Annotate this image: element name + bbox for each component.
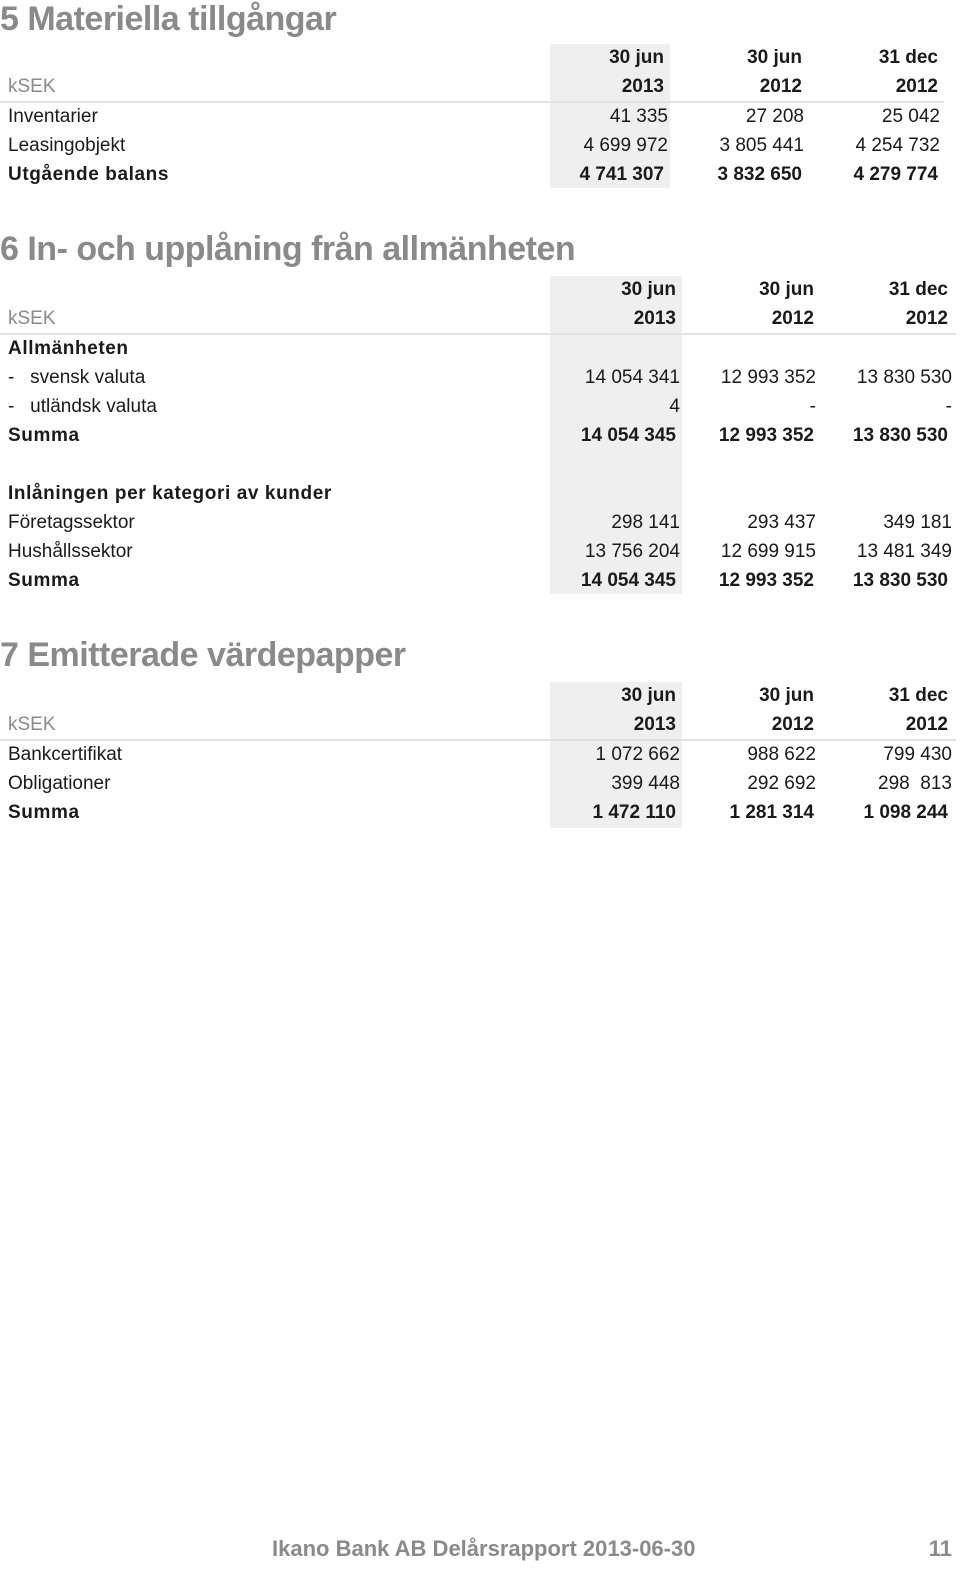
value-cell: 12 993 352 [718,425,814,446]
value-cell: 349 181 [883,512,952,533]
table-row [0,132,944,160]
header-cell: 30 jun [759,685,814,706]
value-cell: 25 042 [881,106,940,127]
header-cell: 30 jun [621,279,676,300]
value-cell: 4 279 774 [853,164,938,185]
row-label: - utländsk valuta [8,396,157,417]
row-label: Summa [8,802,80,823]
row-label: Inventarier [8,106,98,127]
unit-label: kSEK [8,714,56,735]
value-cell: 14 054 345 [580,570,676,591]
section-title: 6 In- och upplåning från allmänheten [0,230,576,268]
row-label: Summa [8,425,80,446]
row-label: Utgående balans [8,164,170,185]
value-cell: 298 813 [878,773,952,794]
value-cell: 4 [669,396,680,417]
header-cell: 2012 [771,714,814,735]
value-cell: 13 830 530 [852,570,948,591]
table-row [0,770,956,798]
row-label: Summa [8,570,80,591]
value-cell: 14 054 345 [580,425,676,446]
value-cell: 293 437 [747,512,816,533]
row-label: Företagssektor [8,512,135,533]
header-row-month [0,44,944,72]
group-label: Inlåningen per kategori av kunder [8,483,332,504]
header-row-year [0,711,956,739]
header-cell: 30 jun [759,279,814,300]
value-cell: 12 993 352 [718,570,814,591]
header-row-month [0,682,956,710]
value-cell: 3 805 441 [719,135,804,156]
value-cell: 1 098 244 [863,802,948,823]
total-row [0,422,956,450]
header-cell: 30 jun [621,685,676,706]
header-row-year [0,73,944,101]
total-row [0,161,944,189]
value-cell: 799 430 [883,744,952,765]
row-label: - svensk valuta [8,367,146,388]
total-row [0,567,956,595]
report-title: Ikano Bank AB Delårsrapport 2013-06-30 [272,1536,696,1561]
unit-label: kSEK [8,308,56,329]
value-cell: - [809,396,816,417]
value-cell: 12 699 915 [720,541,816,562]
value-cell: 13 756 204 [584,541,680,562]
header-cell: 2012 [905,308,948,329]
unit-label: kSEK [8,76,56,97]
header-cell: 31 dec [888,685,948,706]
value-cell: 13 830 530 [856,367,952,388]
group-heading [0,480,956,508]
value-cell: 41 335 [609,106,668,127]
value-cell: 399 448 [611,773,680,794]
page-number: 11 [928,1536,952,1561]
page-footer [0,1536,960,1568]
table-row [0,393,956,421]
table-row [0,103,944,131]
header-cell: 2013 [633,308,676,329]
value-cell: 14 054 341 [584,367,680,388]
header-cell: 31 dec [878,47,938,68]
header-cell: 2013 [621,76,664,97]
header-cell: 2012 [905,714,948,735]
value-cell: 4 699 972 [583,135,668,156]
header-cell: 30 jun [609,47,664,68]
header-cell: 2012 [895,76,938,97]
total-row [0,799,956,827]
row-label: Leasingobjekt [8,135,126,156]
header-cell: 31 dec [888,279,948,300]
row-label: Bankcertifikat [8,744,123,765]
header-cell: 2012 [759,76,802,97]
section-title: 5 Materiella tillgångar [0,0,337,38]
section-title: 7 Emitterade värdepapper [0,636,406,674]
group-label: Allmänheten [8,338,129,359]
value-cell: 988 622 [747,744,816,765]
value-cell: 12 993 352 [720,367,816,388]
value-cell: - [945,396,952,417]
value-cell: 1 281 314 [729,802,814,823]
value-cell: 27 208 [745,106,804,127]
value-cell: 1 472 110 [592,802,676,823]
value-cell: 13 830 530 [852,425,948,446]
value-cell: 4 741 307 [579,164,664,185]
table-row [0,364,956,392]
value-cell: 3 832 650 [717,164,802,185]
header-cell: 30 jun [747,47,802,68]
table-row [0,741,956,769]
header-cell: 2013 [633,714,676,735]
header-row-month [0,276,956,304]
value-cell: 1 072 662 [595,744,680,765]
group-heading [0,335,956,363]
header-cell: 2012 [771,308,814,329]
row-label: Obligationer [8,773,111,794]
value-cell: 298 141 [611,512,680,533]
value-cell: 13 481 349 [856,541,952,562]
table-row [0,538,956,566]
row-label: Hushållssektor [8,541,133,562]
value-cell: 4 254 732 [855,135,940,156]
value-cell: 292 692 [747,773,816,794]
header-row-year [0,305,956,333]
table-row [0,509,956,537]
